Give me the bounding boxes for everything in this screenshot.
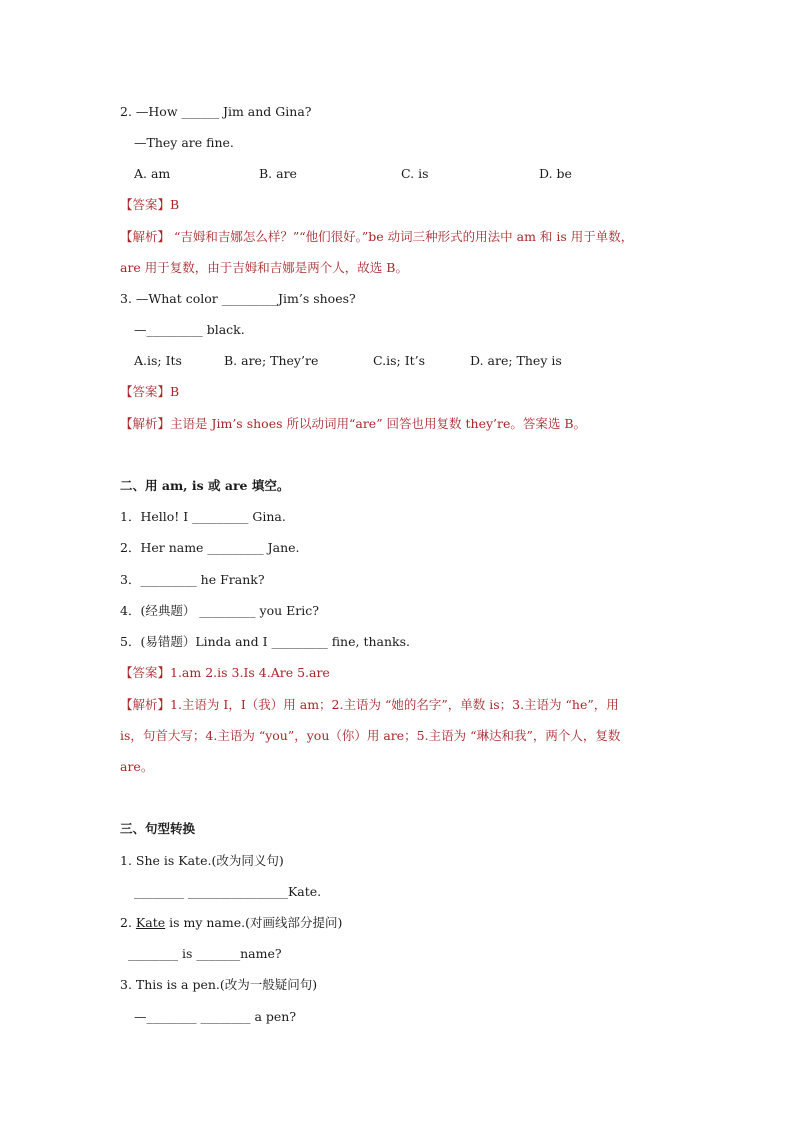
- section-2-item-1: 1．Hello! I _________ Gina.: [120, 509, 286, 524]
- section-3-q2-rest: is my name.(对画线部分提问): [165, 915, 343, 930]
- section-3-heading: 三、句型转换: [120, 821, 196, 836]
- option-c: C. is: [401, 166, 429, 181]
- option-b: B. are: [259, 166, 297, 181]
- section-2-item-4: 4．(经典题） _________ you Eric?: [120, 603, 319, 618]
- question-2-analysis-line1: 【解析】 “吉姆和吉娜怎么样？”“他们很好。”be 动词三种形式的用法中 am 和 is 用于单数，: [120, 229, 634, 244]
- section-2-heading: 二、用 am, is 或 are 填空。: [120, 478, 290, 493]
- option-d: D. be: [539, 166, 572, 181]
- question-2-stem: 2. —How ______ Jim and Gina?: [120, 104, 312, 119]
- option-b: B. are; They’re: [224, 353, 319, 368]
- section-2-answer: 【答案】1.am 2.is 3.Is 4.Are 5.are: [120, 665, 330, 680]
- question-3-response: —_________ black.: [134, 322, 245, 337]
- section-3-q3: 3. This is a pen.(改为一般疑问句): [120, 977, 318, 992]
- section-2-analysis-line2: is，句首大写；4.主语为 “you”，you（你）用 are；5.主语为 “琳达和我”，两个人，复数: [120, 728, 621, 743]
- section-2-analysis-line3: are。: [120, 759, 154, 774]
- question-2-answer: 【答案】B: [120, 197, 180, 212]
- option-c: C.is; It’s: [373, 353, 426, 368]
- option-a: A.is; Its: [134, 353, 182, 368]
- section-3-q3-blanks: —________ ________ a pen?: [134, 1009, 297, 1024]
- section-3-q2-blanks: ________ is _______name?: [128, 946, 282, 961]
- question-3-analysis: 【解析】主语是 Jim’s shoes 所以动词用“are” 回答也用复数 they’re。答案选 B。: [120, 416, 587, 431]
- section-2-item-2: 2．Her name _________ Jane.: [120, 540, 300, 555]
- section-3-q1: 1. She is Kate.(改为同义句): [120, 853, 284, 868]
- question-2-analysis-line2: are 用于复数，由于吉姆和吉娜是两个人，故选 B。: [120, 260, 408, 275]
- question-2-response: —They are fine.: [134, 135, 234, 150]
- section-2-item-5: 5．(易错题）Linda and I _________ fine, thanks.: [120, 634, 410, 649]
- section-2-item-3: 3．_________ he Frank?: [120, 572, 265, 587]
- underlined-word: Kate: [135, 915, 166, 930]
- question-3-stem: 3. —What color _________Jim’s shoes?: [120, 291, 356, 306]
- section-3-q1-blanks: ________ ________________Kate.: [134, 884, 322, 899]
- section-3-q2: 2. Kate is my name.(对画线部分提问): [120, 915, 343, 930]
- option-d: D. are; They is: [470, 353, 562, 368]
- section-2-analysis-line1: 【解析】1.主语为 I，I（我）用 am；2.主语为 “她的名字”，单数 is；3.主语为 “he”，用: [120, 697, 619, 712]
- option-a: A. am: [134, 166, 171, 181]
- question-3-answer: 【答案】B: [120, 384, 180, 399]
